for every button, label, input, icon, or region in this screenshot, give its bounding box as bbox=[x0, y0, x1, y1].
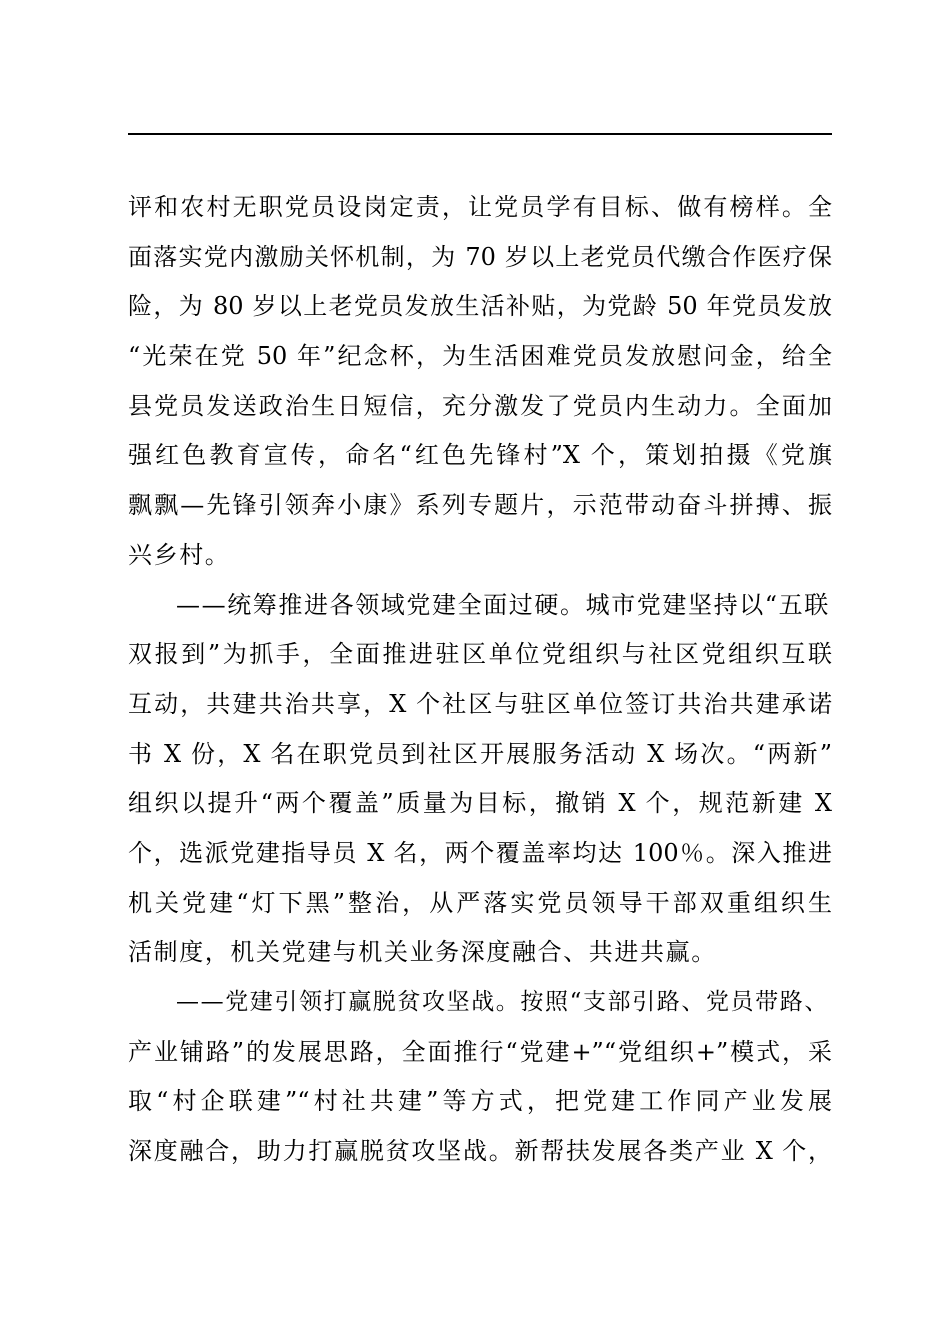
text-line: 组织以提升“两个覆盖”质量为目标，撤销 X 个，规范新建 X bbox=[128, 789, 832, 818]
text-line: 双报到”为抓手，全面推进驻区单位党组织与社区党组织互联 bbox=[128, 640, 832, 669]
text-line: 险，为 80 岁以上老党员发放生活补贴，为党龄 50 年党员发放 bbox=[128, 292, 832, 321]
text-line: 个，选派党建指导员 X 名，两个覆盖率均达 100％。深入推进 bbox=[128, 838, 832, 867]
text-line: 书 X 份，X 名在职党员到社区开展服务活动 X 场次。“两新” bbox=[128, 739, 832, 768]
text-line: 面落实党内激励关怀机制，为 70 岁以上老党员代缴合作医疗保 bbox=[128, 242, 832, 271]
text-line: “光荣在党 50 年”纪念杯，为生活困难党员发放慰问金，给全 bbox=[128, 342, 832, 371]
text-line: 兴乡村。 bbox=[128, 540, 231, 569]
text-line: 互动，共建共治共享，X 个社区与驻区单位签订共治共建承诺 bbox=[128, 689, 832, 718]
text-line: 机关党建“灯下黑”整治，从严落实党员领导干部双重组织生 bbox=[128, 888, 832, 917]
text-line: 产业铺路”的发展思路，全面推行“党建+”“党组织+”模式，采 bbox=[128, 1037, 832, 1066]
text-line: 深度融合，助力打赢脱贫攻坚战。新帮扶发展各类产业 X 个， bbox=[128, 1137, 832, 1166]
text-line: 强红色教育宣传，命名“红色先锋村”X 个，策划拍摄《党旗 bbox=[128, 441, 832, 470]
text-line: 县党员发送政治生日短信，充分激发了党员内生动力。全面加 bbox=[128, 391, 832, 420]
paragraph-heading-line: ——党建引领打赢脱贫攻坚战。按照“支部引路、党员带路、 bbox=[176, 989, 829, 1015]
text-line: 评和农村无职党员设岗定责，让党员学有目标、做有榜样。全 bbox=[128, 193, 832, 221]
text-line: 飘飘—先锋引领奔小康》系列专题片，示范带动奋斗拼搏、振 bbox=[128, 491, 832, 520]
text-line: 活制度，机关党建与机关业务深度融合、共进共赢。 bbox=[128, 938, 717, 967]
body-text bbox=[128, 183, 832, 1177]
header-rule bbox=[128, 133, 832, 135]
text-line: 取“村企联建”“村社共建”等方式，把党建工作同产业发展 bbox=[128, 1087, 832, 1116]
paragraph-heading-line: ——统筹推进各领域党建全面过硬。城市党建坚持以“五联 bbox=[176, 590, 830, 619]
